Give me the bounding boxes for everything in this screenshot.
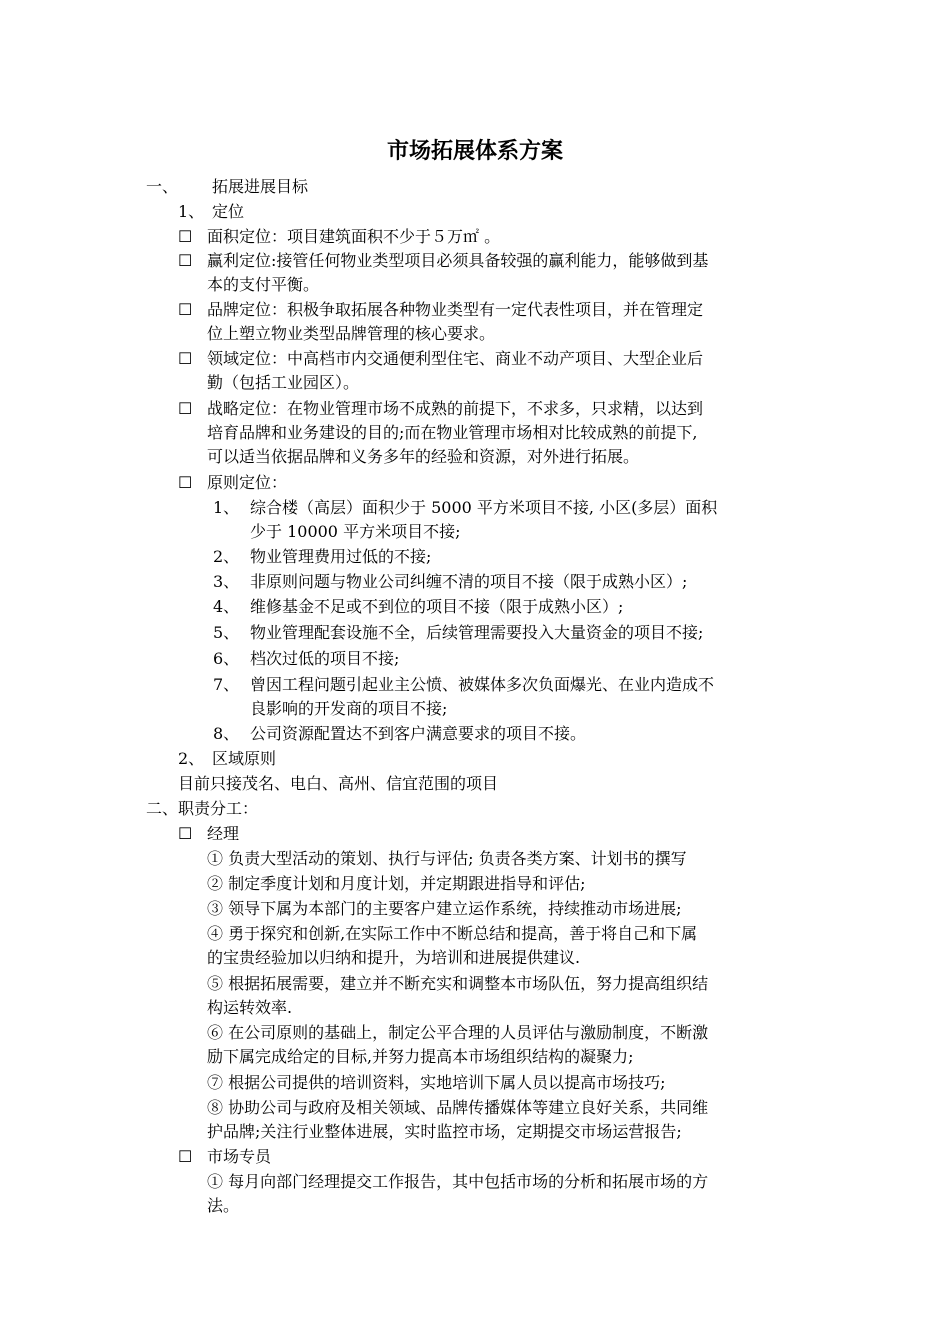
checkbox-bullet-icon: ☐ [178, 399, 193, 418]
checkbox-bullet-icon: ☐ [178, 824, 193, 843]
rule-number: 6、 [213, 649, 240, 668]
manager-duty: ④ 勇于探究和创新,在实际工作中不断总结和提高，善于将自己和下属 [207, 924, 698, 943]
rule-number: 2、 [213, 547, 240, 566]
subsection-1-title: 定位 [212, 202, 245, 221]
position-line: 勤（包括工业园区）。 [207, 373, 360, 392]
rule-text: 综合楼（高层）面积少于 5000 平方米项目不接, 小区(多层）面积 [250, 498, 718, 517]
rule-text: 良影响的开发商的项目不接; [250, 699, 448, 718]
manager-duty: ⑥ 在公司原则的基础上，制定公平合理的人员评估与激励制度，不断激 [207, 1023, 709, 1042]
checkbox-bullet-icon: ☐ [178, 349, 193, 368]
position-line: 培育品牌和业务建设的目的;而在物业管理市场相对比较成熟的前提下, [207, 423, 698, 442]
rule-text: 物业管理配套设施不全，后续管理需要投入大量资金的项目不接; [250, 623, 704, 642]
subsection-2-title: 区域原则 [212, 749, 277, 768]
checkbox-bullet-icon: ☐ [178, 1147, 193, 1166]
rule-number: 3、 [213, 572, 240, 591]
section-1-title: 拓展进展目标 [212, 177, 309, 196]
rule-text: 公司资源配置达不到客户满意要求的项目不接。 [250, 724, 587, 743]
manager-duty: ⑦ 根据公司提供的培训资料，实地培训下属人员以提高市场技巧; [207, 1073, 666, 1092]
rule-number: 8、 [213, 724, 240, 743]
checkbox-bullet-icon: ☐ [178, 227, 193, 246]
page-title: 市场拓展体系方案 [386, 139, 563, 164]
position-line: 面积定位：项目建筑面积不少于５万㎡ 。 [207, 227, 501, 246]
position-line: 品牌定位：积极争取拓展各种物业类型有一定代表性项目，并在管理定 [207, 300, 704, 319]
manager-duty: 护品牌;关注行业整体进展，实时监控市场，定期提交市场运营报告; [207, 1122, 682, 1141]
manager-heading: 经理 [207, 824, 240, 843]
checkbox-bullet-icon: ☐ [178, 251, 193, 270]
specialist-duty: ① 每月向部门经理提交工作报告，其中包括市场的分析和拓展市场的方 [207, 1172, 709, 1191]
manager-duty: ① 负责大型活动的策划、执行与评估; 负责各类方案、计划书的撰写 [207, 849, 687, 868]
position-line: 本的支付平衡。 [207, 275, 320, 294]
checkbox-bullet-icon: ☐ [178, 473, 193, 492]
rule-text: 物业管理费用过低的不接; [250, 547, 432, 566]
specialist-duty: 法。 [207, 1196, 240, 1215]
manager-duty: ② 制定季度计划和月度计划，并定期跟进指导和评估; [207, 874, 586, 893]
section-1-number: 一、 [146, 177, 179, 196]
manager-duty: 的宝贵经验加以归纳和提升，为培训和进展提供建议. [207, 948, 581, 967]
subsection-2-number: 2、 [178, 749, 205, 768]
position-line: 领域定位：中高档市内交通便利型住宅、商业不动产项目、大型企业后 [207, 349, 704, 368]
rule-text: 少于 10000 平方米项目不接; [250, 522, 461, 541]
rule-number: 5、 [213, 623, 240, 642]
manager-duty: ③ 领导下属为本部门的主要客户建立运作系统，持续推动市场进展; [207, 899, 682, 918]
manager-duty: 励下属完成给定的目标,并努力提高本市场组织结构的凝聚力; [207, 1047, 634, 1066]
rule-number: 7、 [213, 675, 240, 694]
rule-text: 曾因工程问题引起业主公愤、被媒体多次负面爆光、在业内造成不 [250, 675, 715, 694]
position-line: 赢利定位:接管任何物业类型项目必须具备较强的赢利能力，能够做到基 [207, 251, 709, 270]
position-line: 原则定位： [207, 473, 288, 492]
manager-duty: ⑤ 根据拓展需要，建立并不断充实和调整本市场队伍，努力提高组织结 [207, 974, 709, 993]
position-line: 可以适当依据品牌和义务多年的经验和资源，对外进行拓展。 [207, 447, 640, 466]
position-line: 战略定位：在物业管理市场不成熟的前提下，不求多，只求精，以达到 [207, 399, 704, 418]
specialist-heading: 市场专员 [207, 1147, 272, 1166]
checkbox-bullet-icon: ☐ [178, 300, 193, 319]
subsection-1-number: 1、 [178, 202, 205, 221]
rule-text: 非原则问题与物业公司纠缠不清的项目不接（限于成熟小区）; [250, 572, 688, 591]
manager-duty: 构运转效率. [207, 998, 293, 1017]
manager-duty: ⑧ 协助公司与政府及相关领域、品牌传播媒体等建立良好关系，共同维 [207, 1098, 709, 1117]
rule-text: 档次过低的项目不接; [250, 649, 400, 668]
rule-number: 4、 [213, 597, 240, 616]
section-2-title: 二、职责分工： [146, 799, 259, 818]
rule-number: 1、 [213, 498, 240, 517]
region-text: 目前只接茂名、电白、高州、信宜范围的项目 [178, 774, 499, 793]
position-line: 位上塑立物业类型品牌管理的核心要求。 [207, 324, 496, 343]
rule-text: 维修基金不足或不到位的项目不接（限于成熟小区）; [250, 597, 624, 616]
